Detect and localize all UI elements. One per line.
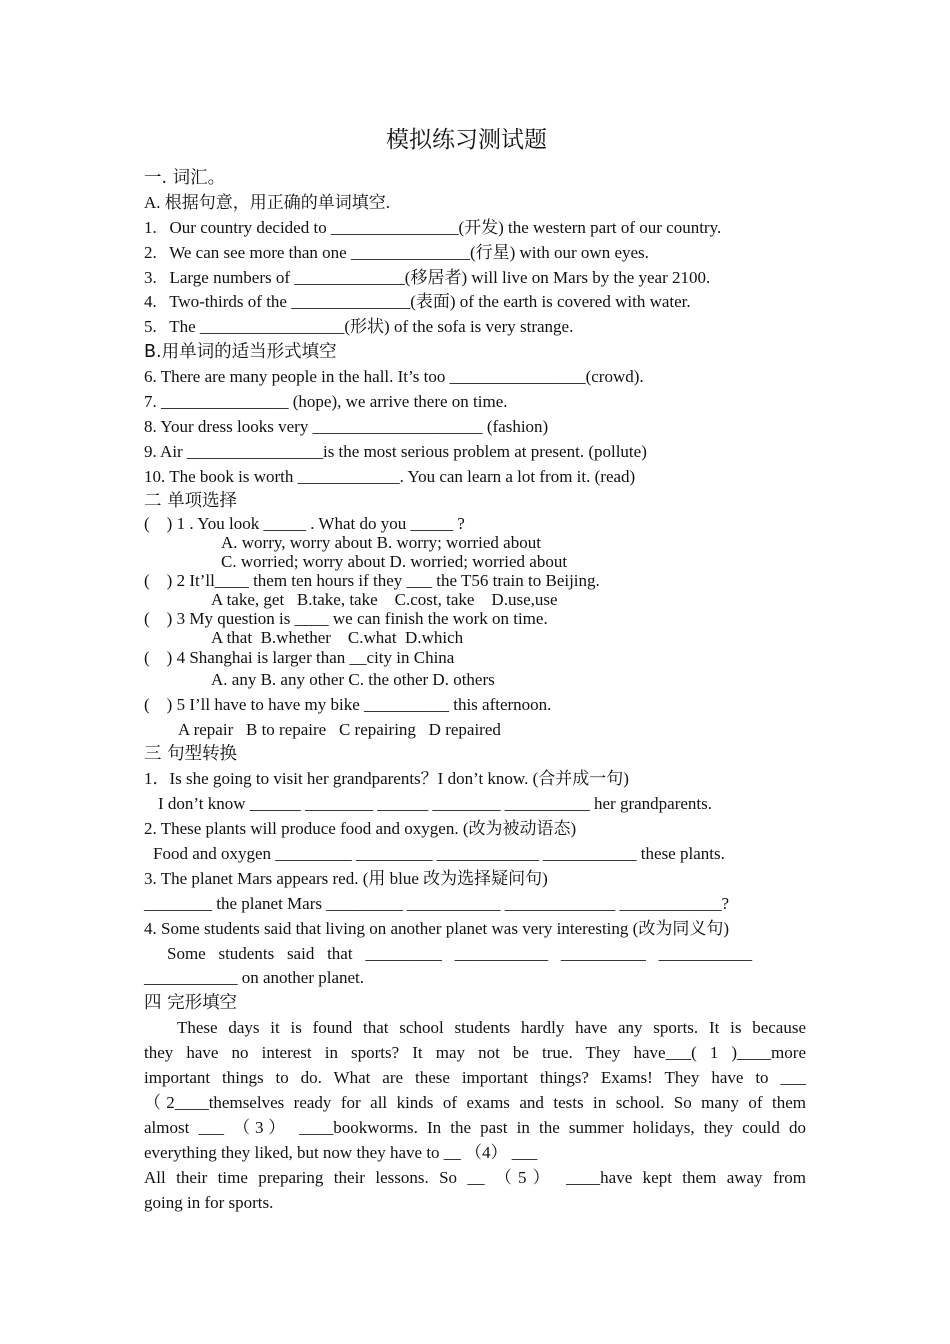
choice-options-1b: C. worried; worry about D. worried; worried about (221, 552, 568, 571)
transform-answer-3: ________ the planet Mars _________ ___________ _____________ ____________? (144, 894, 730, 913)
part-a-heading: A. 根据句意，用正确的单词填空. (144, 193, 391, 212)
word-form-item-9: 9. Air ________________is the most serious problem at present. (pollute) (144, 442, 647, 461)
section-heading-cloze: 四 完形填空 (144, 993, 238, 1013)
choice-question-4: ( ) 4 Shanghai is larger than __city in China (144, 648, 455, 667)
choice-options-2: A take, get B.take, take C.cost, take D.use,use (211, 590, 558, 609)
page-title: 模拟练习测试题 (386, 127, 547, 153)
transform-question-3: 3. The planet Mars appears red. (用 blue 改为选择疑问句) (144, 869, 548, 888)
word-form-item-8: 8. Your dress looks very ____________________ (fashion) (144, 417, 549, 436)
choice-question-1: ( ) 1 . You look _____ . What do you _____ ? (144, 514, 465, 533)
vocab-item-4: 4. Two-thirds of the ______________(表面) of the earth is covered with water. (144, 292, 691, 311)
cloze-line-2: they have no interest in sports? It may not be true. They have___( 1 )____more (144, 1043, 806, 1062)
part-b-heading: B.用单词的适当形式填空 (144, 342, 337, 362)
transform-answer-4a: Some students said that _________ ___________ __________ ___________ (167, 944, 753, 963)
transform-question-1: 1．Is she going to visit her grandparents？I don’t know. (合并成一句) (144, 769, 629, 788)
choice-question-5: ( ) 5 I’ll have to have my bike __________ this afternoon. (144, 695, 552, 714)
cloze-line-5: almost ___ （3） ____bookworms. In the past in the summer holidays, they could do (144, 1118, 806, 1137)
cloze-line-4: （2____themselves ready for all kinds of exams and tests in school. So many of them (144, 1093, 806, 1112)
cloze-line-3: important things to do. What are these important things? Exams! They have to ___ (144, 1068, 806, 1087)
choice-question-3: ( ) 3 My question is ____ we can finish the work on time. (144, 609, 548, 628)
word-form-item-7: 7. _______________ (hope), we arrive there on time. (144, 392, 508, 411)
cloze-line-1: These days it is found that school students hardly have any sports. It is because (177, 1018, 806, 1037)
vocab-item-3: 3. Large numbers of _____________(移居者) will live on Mars by the year 2100. (144, 268, 711, 287)
word-form-item-6: 6. There are many people in the hall. It’s too ________________(crowd). (144, 367, 644, 386)
transform-question-2: 2. These plants will produce food and oxygen. (改为被动语态) (144, 819, 577, 838)
cloze-line-6: everything they liked, but now they have to __ （4） ___ (144, 1143, 538, 1162)
vocab-item-1: 1. Our country decided to _______________(开发) the western part of our country. (144, 218, 722, 237)
transform-answer-1: I don’t know ______ ________ ______ ________ __________ her grandparents. (158, 794, 713, 813)
transform-answer-4b: ___________ on another planet. (144, 968, 365, 987)
section-heading-multiple-choice: 二 单项选择 (144, 491, 238, 511)
transform-question-4: 4. Some students said that living on another planet was very interesting (改为同义句) (144, 919, 729, 938)
cloze-line-8: going in for sports. (144, 1193, 274, 1212)
vocab-item-5: 5. The _________________(形状) of the sofa is very strange. (144, 317, 574, 336)
choice-options-3: A that B.whether C.what D.which (211, 628, 464, 647)
section-heading-sentence-transform: 三 句型转换 (144, 744, 238, 764)
section-heading-vocabulary: 一. 词汇。 (144, 168, 226, 188)
vocab-item-2: 2. We can see more than one ______________(行星) with our own eyes. (144, 243, 649, 262)
choice-options-1a: A. worry, worry about B. worry; worried about (221, 533, 541, 552)
choice-question-2: ( ) 2 It’ll____ them ten hours if they ___ the T56 train to Beijing. (144, 571, 600, 590)
transform-answer-2: Food and oxygen _________ _________ ____________ ___________ these plants. (153, 844, 725, 863)
word-form-item-10: 10. The book is worth ____________. You can learn a lot from it. (read) (144, 467, 636, 486)
choice-options-4: A. any B. any other C. the other D. others (211, 670, 495, 689)
choice-options-5: A repair B to repaire C repairing D repaired (178, 720, 501, 739)
cloze-line-7: All their time preparing their lessons. So __ （5） ____have kept them away from (144, 1168, 806, 1187)
